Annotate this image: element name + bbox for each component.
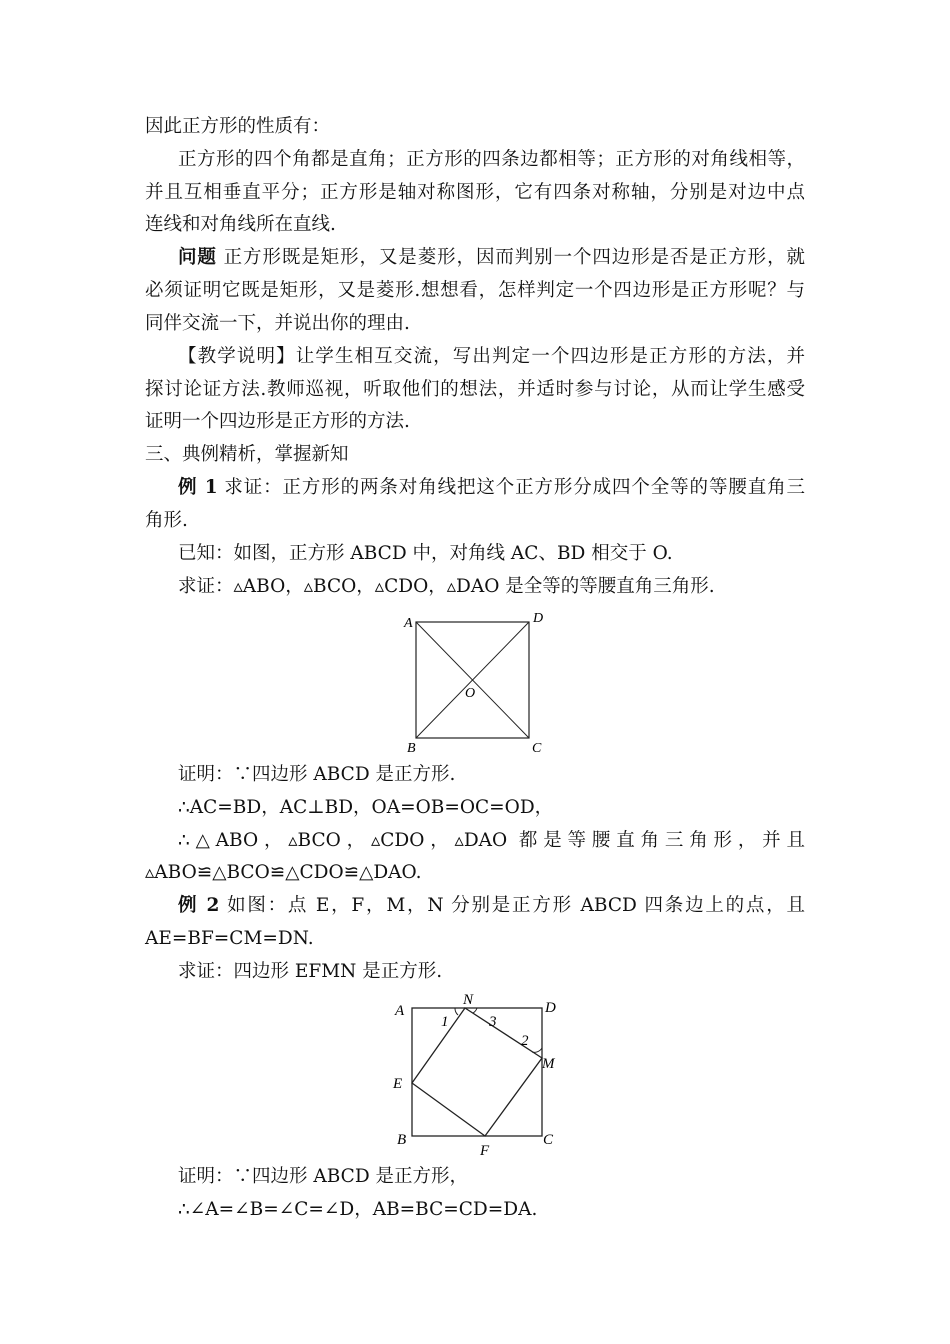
- text-line: 如图：点 E，F，M，N 分别是正方形 ABCD 四条边上的点，且: [227, 895, 805, 916]
- text-line: ▵ABO≌△BCO≌△CDO≌△DAO.: [145, 862, 422, 883]
- label-a: A: [395, 1003, 405, 1019]
- text-line: ∴AC=BD，AC⊥BD，OA=OB=OC=OD，: [178, 797, 554, 818]
- label-e: E: [393, 1076, 403, 1092]
- label-m: M: [542, 1056, 555, 1072]
- figure-square-diagonals: [395, 605, 555, 760]
- text-line: 证明：∵四边形 ABCD 是正方形.: [178, 764, 456, 785]
- label-o: O: [465, 686, 476, 701]
- example2-label: 例 2: [178, 895, 220, 916]
- label-b: B: [407, 741, 416, 756]
- square-efmn: [412, 1008, 542, 1136]
- text-line: AE=BF=CM=DN.: [145, 928, 314, 949]
- figure-inscribed-square: [385, 988, 565, 1160]
- label-c: C: [532, 741, 542, 756]
- label-n: N: [463, 992, 474, 1008]
- question-line: [178, 245, 805, 271]
- label-b: B: [397, 1132, 407, 1148]
- text-line: 同伴交流一下，并说出你的理由.: [145, 313, 410, 334]
- text-line: 求证：▵ABO，▵BCO，▵CDO，▵DAO 是全等的等腰直角三角形.: [178, 576, 715, 597]
- label-d: D: [533, 611, 544, 626]
- example1-line: [178, 475, 805, 501]
- label-f: F: [480, 1143, 490, 1159]
- text-line: ∴∠A=∠B=∠C=∠D，AB=BC=CD=DA.: [178, 1199, 538, 1220]
- example1-label: 例 1: [178, 477, 218, 498]
- text-line: 【教学说明】让学生相互交流，写出判定一个四边形是正方形的方法，并: [178, 346, 805, 367]
- question-label: 问题: [178, 247, 217, 268]
- text-line: 并且互相垂直平分；正方形是轴对称图形，它有四条对称轴，分别是对边中点: [145, 182, 805, 203]
- angle-2-arc: [532, 1048, 542, 1052]
- text-line: 必须证明它既是矩形，又是菱形.想想看，怎样判定一个四边形是正方形呢？与: [145, 280, 805, 301]
- angle-3-arc: [473, 1008, 477, 1013]
- angle-1-label: 1: [441, 1014, 449, 1030]
- text-line: 角形.: [145, 510, 188, 531]
- example2-line: [178, 893, 805, 919]
- text-line: 连线和对角线所在直线.: [145, 214, 336, 235]
- text-line: 探讨论证方法.教师巡视，听取他们的想法，并适时参与讨论，从而让学生感受: [145, 379, 805, 400]
- text-line: 求证：正方形的两条对角线把这个正方形分成四个全等的等腰直角三: [224, 477, 805, 498]
- text-line: ∴△ABO，▵BCO，▵CDO，▵DAO 都是等腰直角三角形，并且: [178, 830, 805, 851]
- angle-1-arc: [455, 1008, 458, 1015]
- label-c: C: [543, 1132, 554, 1148]
- text-line: 因此正方形的性质有：: [145, 116, 331, 137]
- text-line: 证明：∵四边形 ABCD 是正方形，: [178, 1166, 469, 1187]
- label-a: A: [404, 616, 413, 631]
- angle-2-label: 2: [521, 1033, 529, 1049]
- text-line: 已知：如图，正方形 ABCD 中，对角线 AC、BD 相交于 O.: [178, 543, 673, 564]
- square-abcd: [412, 1008, 542, 1136]
- text-line: 证明一个四边形是正方形的方法.: [145, 411, 410, 432]
- section-heading: 三、典例精析，掌握新知: [145, 444, 349, 465]
- text-line: 正方形既是矩形，又是菱形，因而判别一个四边形是否是正方形，就: [223, 247, 805, 268]
- text-line: 正方形的四个角都是直角；正方形的四条边都相等；正方形的对角线相等，: [178, 149, 805, 170]
- text-line: 求证：四边形 EFMN 是正方形.: [178, 961, 443, 982]
- label-d: D: [545, 1000, 556, 1016]
- angle-3-label: 3: [489, 1014, 497, 1030]
